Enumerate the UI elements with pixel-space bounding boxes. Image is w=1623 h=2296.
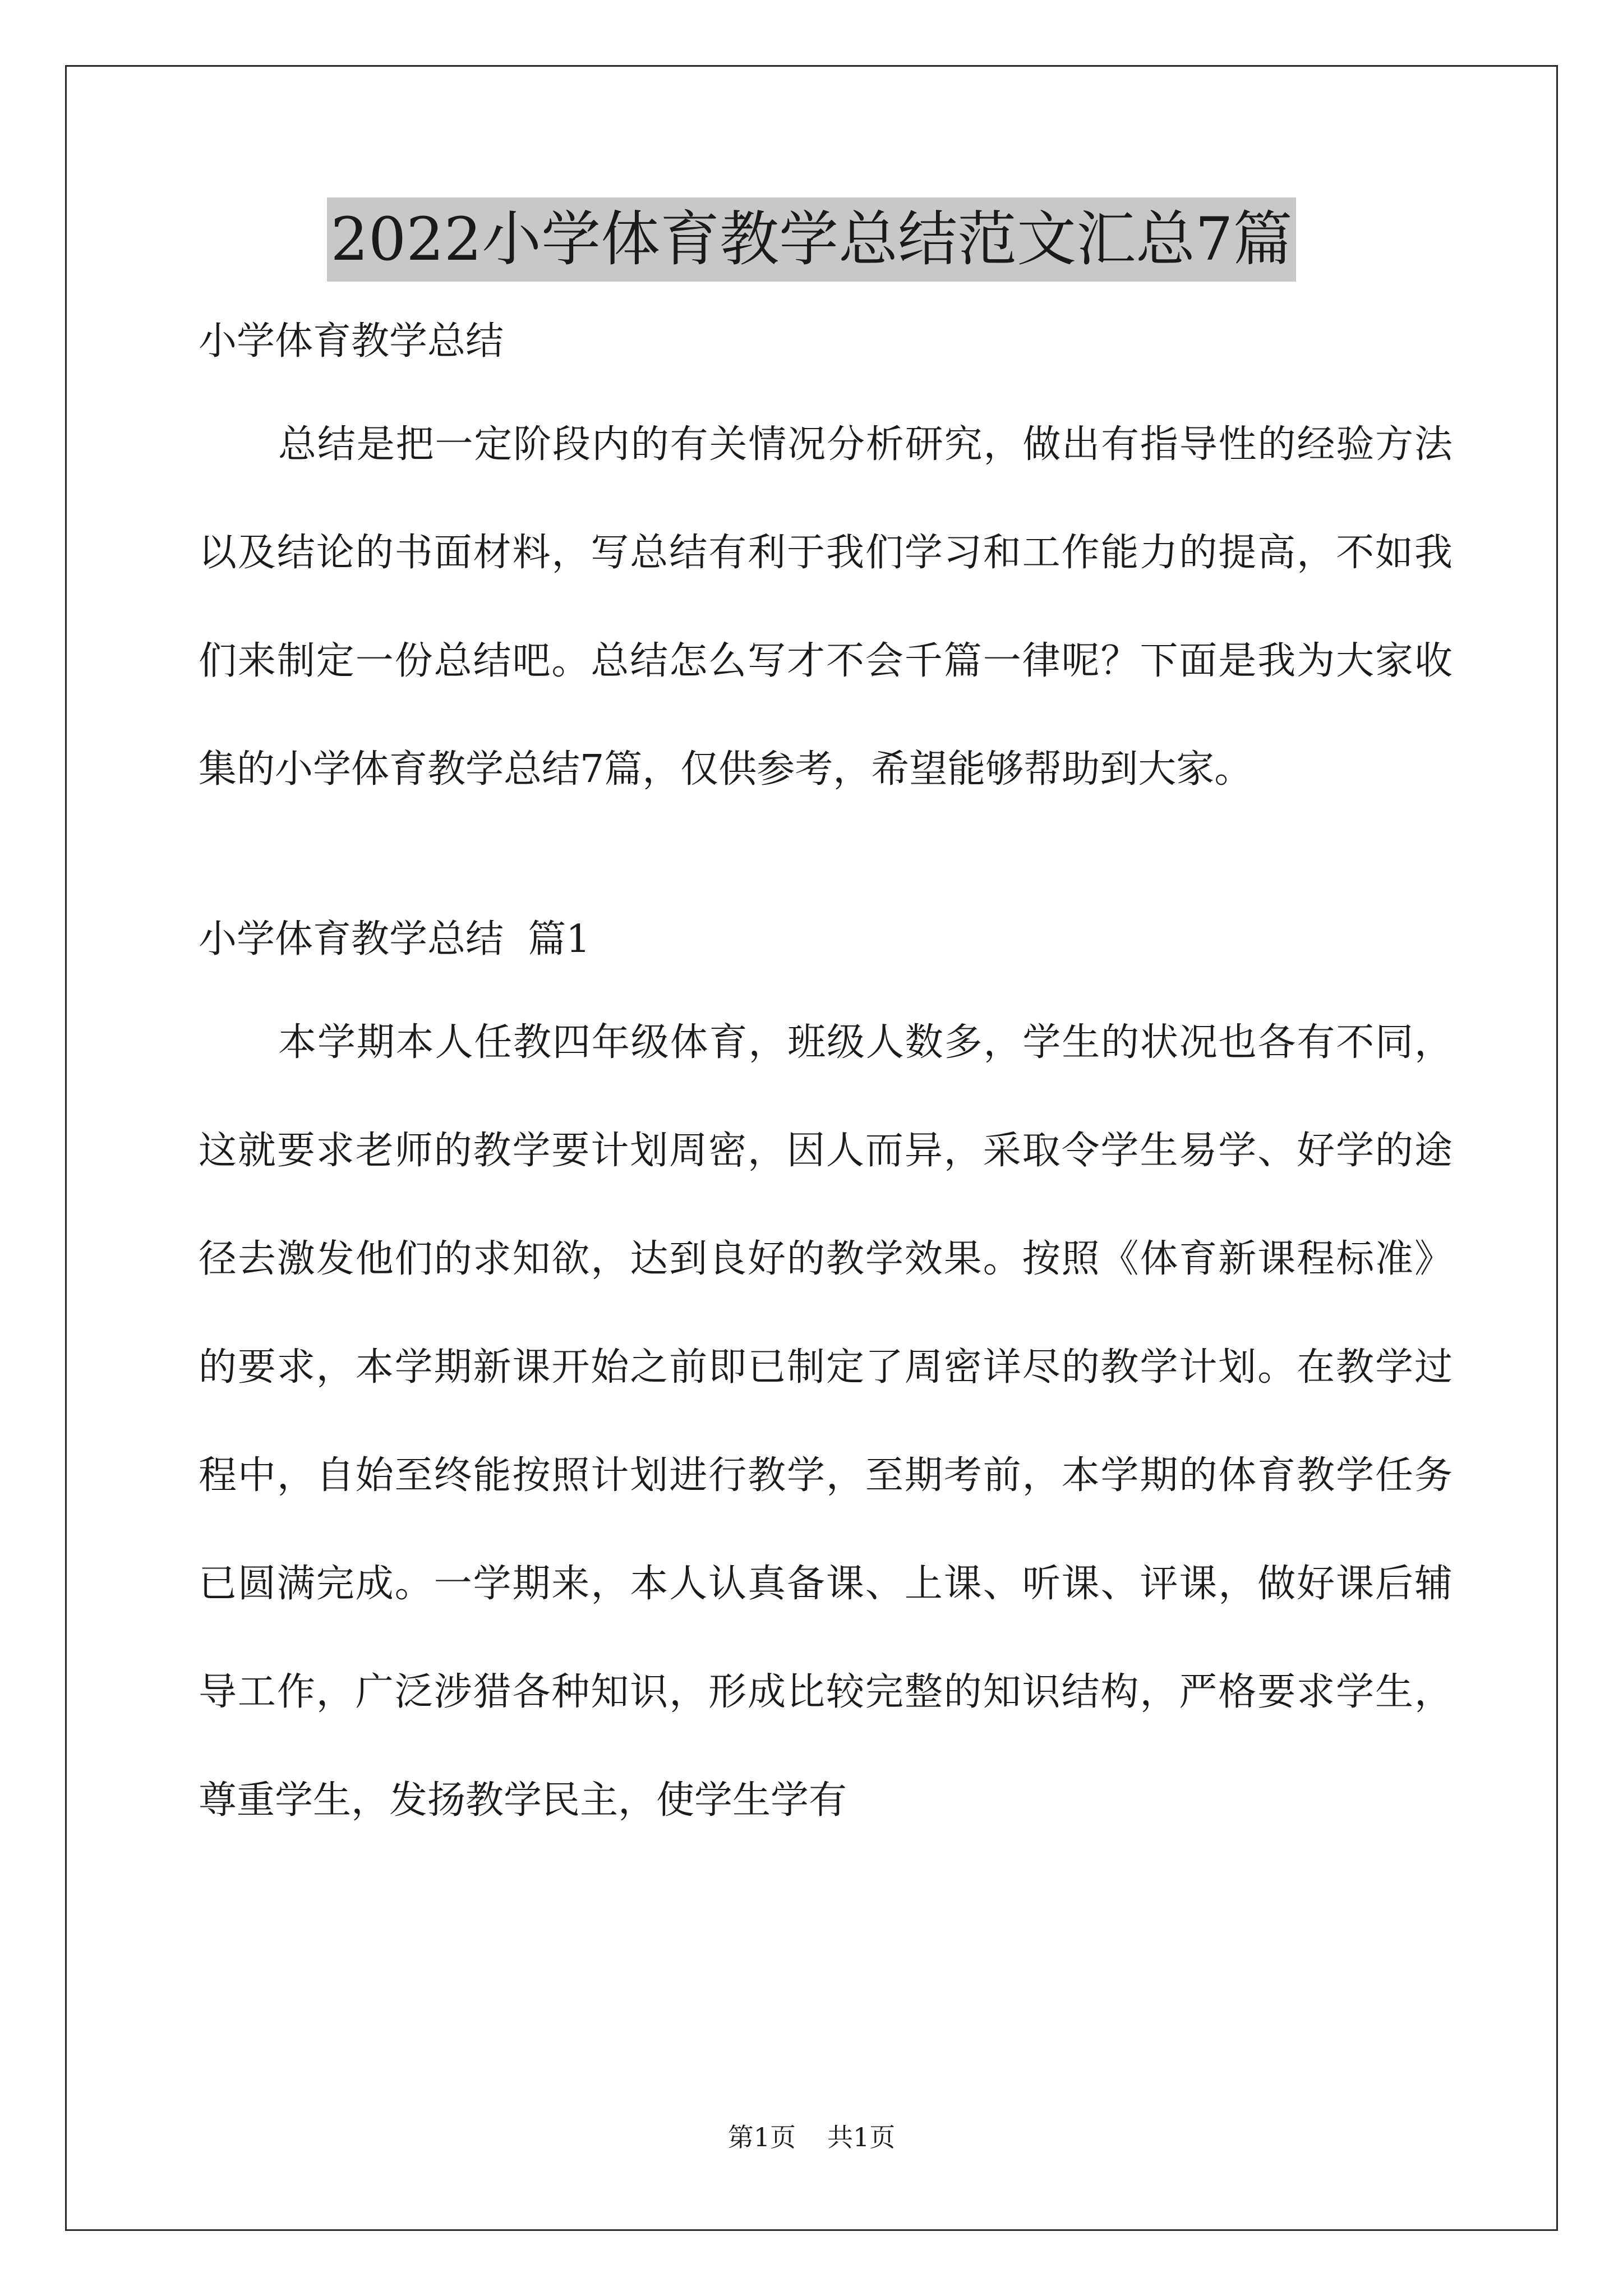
title-container (0, 197, 1623, 282)
intro-paragraph: 总结是把一定阶段内的有关情况分析研究，做出有指导性的经验方法以及结论的书面材料，写总结有利于我们学习和工作能力的提高，不如我们来制定一份总结吧。总结怎么写才不会千篇一律呢？下面是我为大家收集的小学体育教学总结7篇，仅供参考，希望能够帮助到大家。 (199, 422, 1453, 792)
section-1-paragraph: 本学期本人任教四年级体育，班级人数多，学生的状况也各有不同，这就要求老师的教学要计划周密，因人而异，采取令学生易学、好学的途径去激发他们的求知欲，达到良好的教学效果。按照《体育新课程标准》的要求，本学期新课开始之前即已制定了周密详尽的教学计划。在教学过程中，自始至终能按照计划进行教学，至期考前，本学期的体育教学任务已圆满完成。一学期来，本人认真备课、上课、听课、评课，做好课后辅导工作，广泛涉猎各种知识，形成比较完整的知识结构，严格要求学生，尊重学生，发扬教学民主，使学生学有 (199, 1020, 1453, 1823)
document-body (199, 314, 1453, 1855)
page-number: 第1页 (727, 2122, 796, 2152)
section-1-heading: 小学体育教学总结 篇1 (199, 917, 591, 961)
page-total: 共1页 (827, 2122, 896, 2152)
intro-heading: 小学体育教学总结 (199, 319, 504, 364)
page-footer (0, 2120, 1623, 2154)
document-title: 2022小学体育教学总结范文汇总7篇 (327, 197, 1295, 282)
